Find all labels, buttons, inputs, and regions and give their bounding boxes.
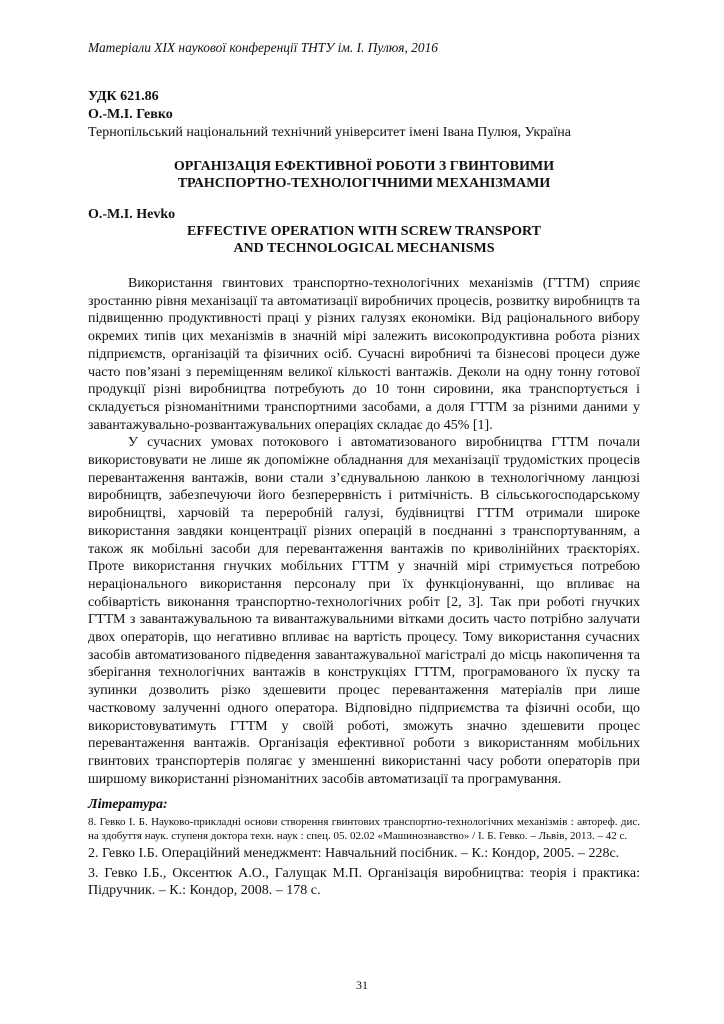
- author-name-en: O.-M.I. Hevko: [88, 207, 176, 222]
- body-paragraph: У сучасних умовах потокового і автоматизованого виробництва ГТТМ почали використовувати не лише як допоміжне обладнання для механізації трудомістких процесів перевантаження вантажів, вони стали з’єднувальною ланкою в технологічному ланцюзі виробництв, забезпечуючи його безперервність і ритмічність. В сільськогосподарському виробництві, харчовій та переробній галузі, будівництві ГТТМ отримали широке використання завдяки концентрації різних операцій в поєднанні з транспортуванням, а також як мобільні засоби для перевантаження вантажів по криволінійних траєкторіях. Проте використання гнучких мобільних ГТТМ у значній мірі стримується потребою нераціонального використання персоналу при їх функціонуванні, що впливає на собівартість виконання транспортно-технологічних робіт [2, 3]. Так при роботі гнучких ГТТМ з завантажувальною та вивантажувальними вітками досить часто потрібно залучати двох операторів, що негативно впливає на вартість процесу. Тому використання сучасних засобів автоматизованого підведення завантажувальної магістралі до місць накопичення та зберігання технологічних вантажів в конструкціях ГТТМ, програмованого їх пуску та зупинки дозволить різко здешевити процес перевантаження матеріалів при лише частковому залученні одного оператора. Відповідно підприємства та фізичні особи, що використовуватимуть ГТТМ у своїй роботі, зможуть значно здешевити процес перевантаження вантажів. Організація ефективної роботи з використанням мобільних гвинтових транспортерів полягає у зменшенні використанні часу роботи операторів при ширшому використанні різноманітних засобів автоматизації та програмування.: [88, 435, 640, 787]
- udk-code: УДК 621.86: [88, 89, 159, 104]
- title-ua-line-1: ОРГАНІЗАЦІЯ ЕФЕКТИВНОЇ РОБОТИ З ГВИНТОВИМИ: [173, 159, 555, 174]
- title-ua-line-2: ТРАНСПОРТНО-ТЕХНОЛОГІЧНИМИ МЕХАНІЗМАМИ: [177, 176, 551, 191]
- reference-item: 3. Гевко І.Б., Оксентюк А.О., Галущак М.П. Організація виробництва: теорія і практика: Підручник. – К.: Кондор, 2008. – 178 с.: [88, 865, 640, 899]
- author-name: О.-М.І. Гевко: [88, 107, 173, 122]
- reference-item: 8. Гевко І. Б. Науково-прикладні основи створення гвинтових транспортно-технологічних механізмів : автореф. дис. на здобуття наук. ступеня доктора техн. наук : спец. 05. 02.02 «Машинознавство» / І. Б. Гевко. – Львів, 2013. – 42 с.: [88, 816, 640, 843]
- page-number: 31: [356, 978, 368, 992]
- title-en-line-1: EFFECTIVE OPERATION WITH SCREW TRANSPORT: [187, 224, 541, 239]
- author-affiliation: Тернопільський національний технічний університет імені Івана Пулюя, Україна: [88, 125, 571, 140]
- running-header: Матеріали XIX наукової конференції ТНТУ ім. І. Пулюя, 2016: [88, 40, 438, 55]
- literature-heading: Література:: [88, 797, 168, 813]
- reference-item: 2. Гевко І.Б. Операційний менеджмент: Навчальний посібник. – К.: Кондор, 2005. – 228с.: [88, 846, 620, 862]
- article-body: [88, 275, 640, 788]
- body-paragraph: Використання гвинтових транспортно-технологічних механізмів (ГТТМ) сприяє зростанню рівня механізації та автоматизації виробничих процесів, розвитку виробництв та підвищенню продуктивності праці у різних галузях економіки. Від раціонального вибору окремих типів цих механізмів в значній мірі залежить високопродуктивна робота різних підприємств, організацій та фізичних осіб. Сучасні виробничі та бізнесові процеси дуже часто пов’язані з переміщенням великої кількості вантажів. Деколи на одну тонну готової продукції різні виробництва потребують до 10 тонн сировини, яка транспортується і складується різноманітними транспортними засобами, а доля ГТТМ за різними даними у завантажувально-розвантажувальних операціях складає до 45% [1].: [88, 276, 640, 433]
- title-en-line-2: AND TECHNOLOGICAL MECHANISMS: [233, 241, 495, 256]
